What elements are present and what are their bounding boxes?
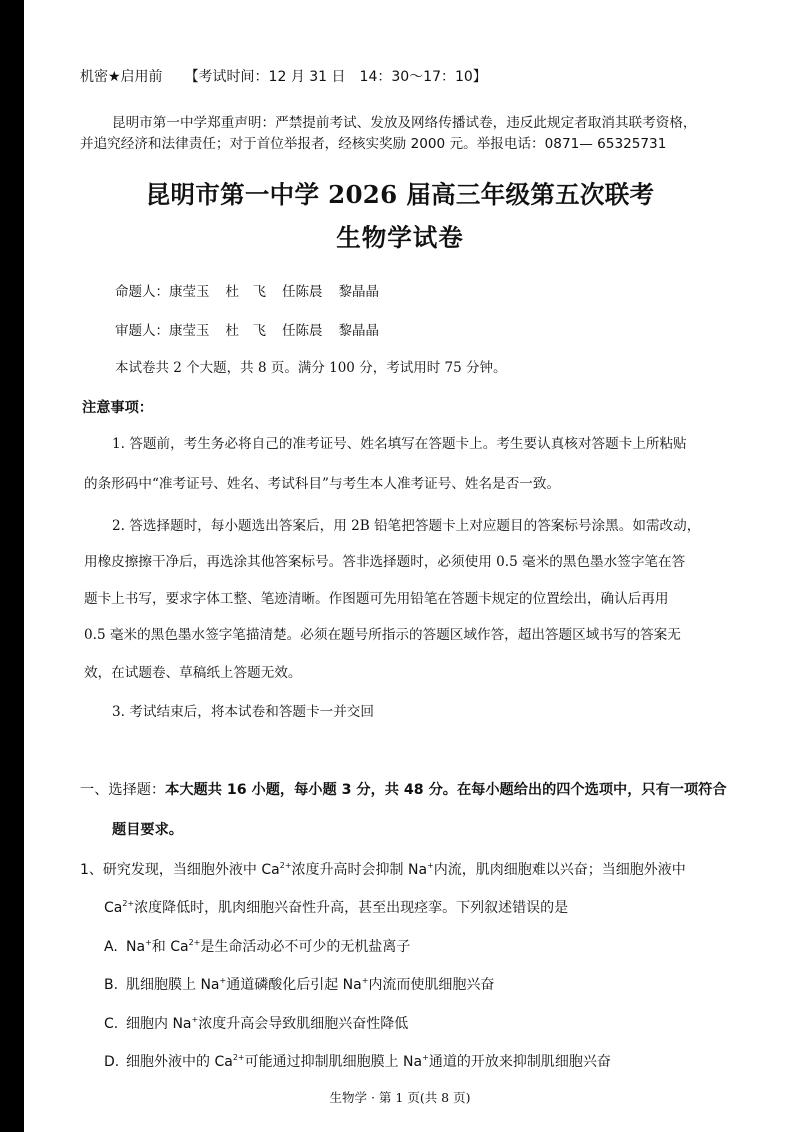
superscript: 2+ (232, 1053, 245, 1062)
superscript: + (427, 861, 434, 870)
option-d (104, 1051, 611, 1071)
option-label: B. (104, 977, 119, 993)
option-text: 内流而使肌细胞兴奋 (368, 977, 495, 993)
stem-text: Ca (104, 900, 123, 916)
person-name: 黎晶晶 (338, 284, 379, 300)
reviewers-line (115, 319, 395, 339)
option-text: 可能通过抑制肌细胞膜上 Na (244, 1054, 423, 1070)
section-prefix: 一、选择题： (80, 782, 166, 798)
person-name: 任陈晨 (282, 323, 323, 339)
declaration-line-2: 并追究经济和法律责任；对于首位举报者，经核实奖励 2000 元。举报电话：0871— 65325731 (80, 136, 667, 152)
option-label: C. (104, 1016, 119, 1032)
superscript: 2+ (122, 899, 135, 908)
page-footer: 生物学 · 第 1 页(共 8 页) (329, 1090, 471, 1105)
stem-text: 内流，肌肉细胞难以兴奋；当细胞外液中 (433, 862, 686, 878)
reviewers-label: 审题人： (115, 323, 169, 339)
option-label: A. (104, 939, 118, 955)
note-2-line-3: 题卡上书写，要求字体工整、笔迹清晰。作图题可先用铅笔在答题卡规定的位置绘出，确认后再用 (84, 591, 669, 607)
section-instructions: 本大题共 16 小题，每小题 3 分，共 48 分。在每小题给出的四个选项中，只有一项符合 (165, 782, 727, 798)
exam-time: 【考试时间：12 月 31 日 14：30～17：10】 (184, 69, 487, 85)
header-line (80, 66, 487, 86)
superscript: + (145, 938, 152, 947)
stem-text: 浓度升高时会抑制 Na (291, 862, 428, 878)
stem-text: 浓度降低时，肌肉细胞兴奋性升高，甚至出现痉挛。下列叙述错误的是 (134, 900, 569, 916)
superscript: + (422, 1053, 429, 1062)
question-1-stem-line-1 (80, 859, 686, 879)
section-instructions-cont: 题目要求。 (112, 822, 183, 838)
option-label: D. (104, 1054, 120, 1070)
person-name: 黎晶晶 (338, 323, 379, 339)
declaration-line-1: 昆明市第一中学郑重声明：严禁提前考试、发放及网络传播试卷，违反此规定者取消其联考资格， (112, 115, 697, 131)
option-text: 浓度升高会导致肌细胞兴奋性降低 (198, 1016, 409, 1032)
person-name: 杜 飞 (225, 323, 266, 339)
note-1-line-2: 的条形码中“准考证号、姓名、考试科目”与考生本人准考证号、姓名是否一致。 (84, 476, 561, 492)
option-text: 通道磷酸化后引起 Na (226, 977, 362, 993)
option-text: 肌细胞膜上 Na (126, 977, 220, 993)
superscript: 2+ (279, 861, 292, 870)
option-text: Na (126, 939, 146, 955)
section-1-heading (80, 779, 727, 799)
question-1-stem-line-2 (104, 897, 568, 917)
person-name: 康莹玉 (169, 284, 210, 300)
option-b (104, 974, 494, 994)
note-2-line-2: 用橡皮擦擦干净后，再选涂其他答案标号。答非选择题时，必须使用 0.5 毫米的黑色墨水签字笔在答 (84, 554, 686, 570)
note-3: 3. 考试结束后，将本试卷和答题卡一并交回 (112, 704, 374, 720)
note-2-line-5: 效，在试题卷、草稿纸上答题无效。 (84, 665, 302, 681)
option-text: 细胞内 Na (126, 1016, 192, 1032)
note-2-line-4: 0.5 毫米的黑色墨水签字笔描清楚。必须在题号所指示的答题区域作答，超出答题区域书写的答案无 (84, 627, 681, 643)
option-text: 是生命活动必不可少的无机盐离子 (200, 939, 411, 955)
option-text: 通道的开放来抑制肌细胞兴奋 (428, 1054, 611, 1070)
superscript: + (219, 976, 227, 985)
option-text: 和 Ca (151, 939, 189, 955)
confidential-label: 机密★启用前 (80, 69, 163, 85)
person-name: 康莹玉 (169, 323, 210, 339)
question-number: 1、 (80, 862, 103, 878)
option-a (104, 936, 410, 956)
setters-label: 命题人： (115, 284, 169, 300)
exam-summary: 本试卷共 2 个大题，共 8 页。满分 100 分，考试用时 75 分钟。 (115, 360, 507, 376)
note-2-line-1: 2. 答选择题时，每小题选出答案后，用 2B 铅笔把答题卡上对应题目的答案标号涂黑。如需改动， (112, 518, 701, 534)
stem-text: 研究发现，当细胞外液中 Ca (102, 862, 280, 878)
option-c (104, 1013, 408, 1033)
option-text: 细胞外液中的 Ca (126, 1054, 233, 1070)
subject-title: 生物学试卷 (336, 223, 464, 252)
superscript: + (361, 976, 369, 985)
exam-title: 昆明市第一中学 2026 届高三年级第五次联考 (145, 180, 655, 209)
setters-line (115, 280, 395, 300)
superscript: 2+ (188, 938, 201, 947)
notes-heading: 注意事项： (82, 400, 153, 416)
person-name: 任陈晨 (282, 284, 323, 300)
note-1-line-1: 1. 答题前，考生务必将自己的准考证号、姓名填写在答题卡上。考生要认真核对答题卡上所粘贴 (112, 436, 687, 452)
superscript: + (191, 1015, 199, 1024)
person-name: 杜 飞 (225, 284, 266, 300)
section-1-heading-cont (112, 819, 183, 839)
